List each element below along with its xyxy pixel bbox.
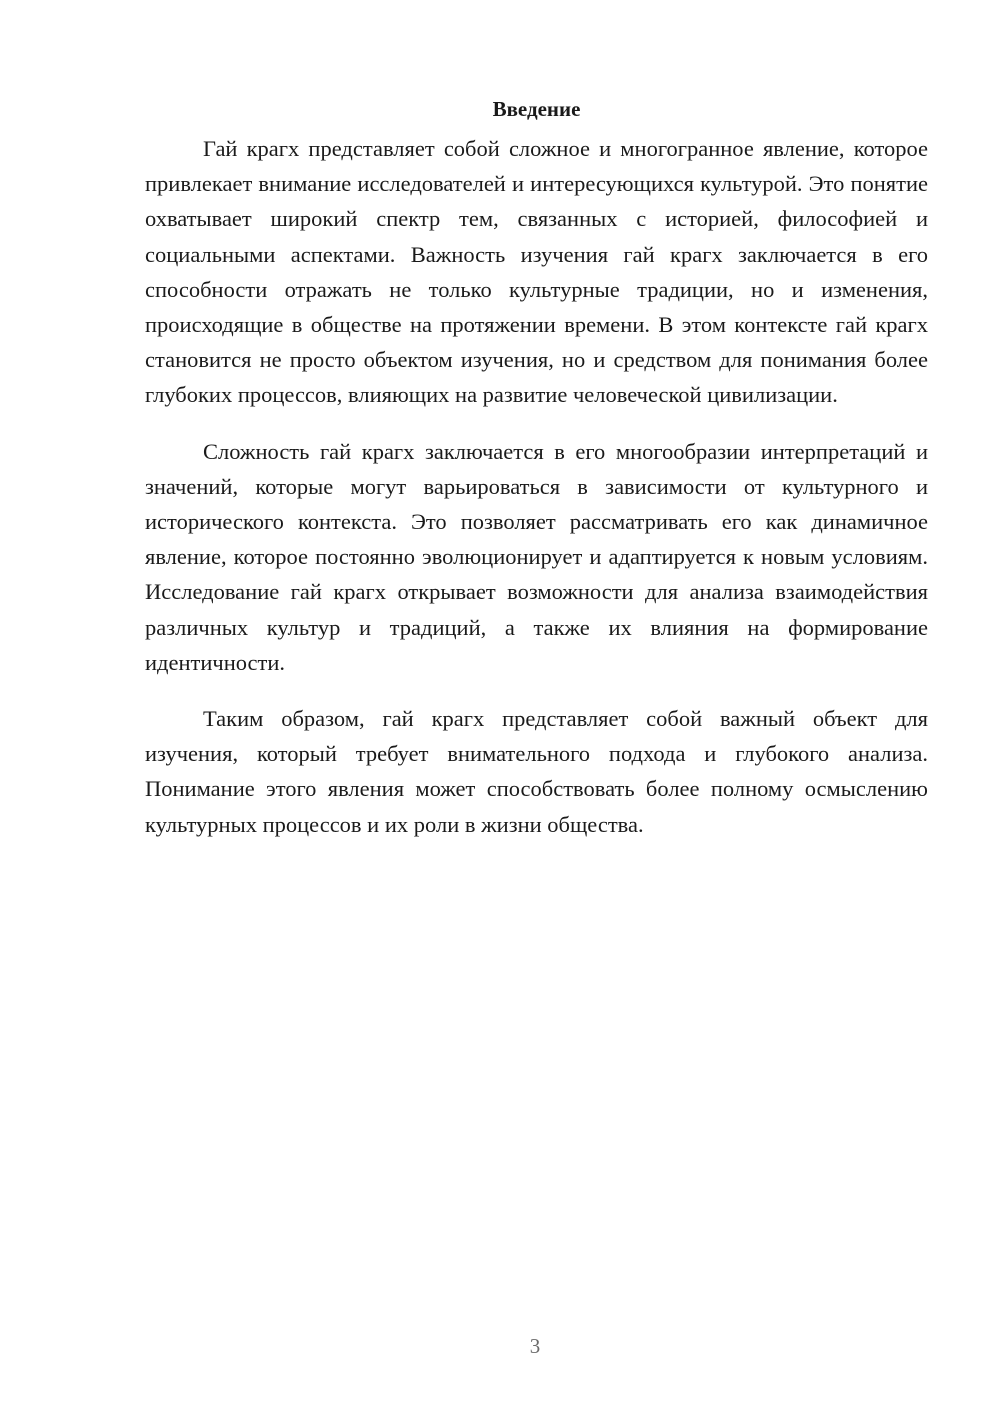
page-content xyxy=(145,92,928,863)
paragraph-2: Сложность гай крагх заключается в его многообразии интерпретаций и значений, которые могут варьироваться в зависимости от культурного и исторического контекста. Это позволяет рассматривать его как динамичное явление, которое постоянно эволюционирует и адаптируется к новым условиям. Исследование гай крагх открывает возможности для анализа взаимодействия различных культур и традиций, а также их влияния на формирование идентичности. xyxy=(145,438,928,675)
paragraph-1: Гай крагх представляет собой сложное и многогранное явление, которое привлекает внимание исследователей и интересующихся культурой. Это понятие охватывает широкий спектр тем, связанных с историей, философией и социальными аспектами. Важность изучения гай крагх заключается в его способности отражать не только культурные традиции, но и изменения, происходящие в обществе на протяжении времени. В этом контексте гай крагх становится не просто объектом изучения, но и средством для понимания более глубоких процессов, влияющих на развитие человеческой цивилизации. xyxy=(145,136,928,408)
page-number: 3 xyxy=(529,1334,541,1358)
paragraph-3: Таким образом, гай крагх представляет собой важный объект для изучения, который требует внимательного подхода и глубокого анализа. Понимание этого явления может способствовать более полному осмыслению культурных процессов и их роли в жизни общества. xyxy=(145,706,928,837)
section-heading: Введение xyxy=(492,97,581,121)
